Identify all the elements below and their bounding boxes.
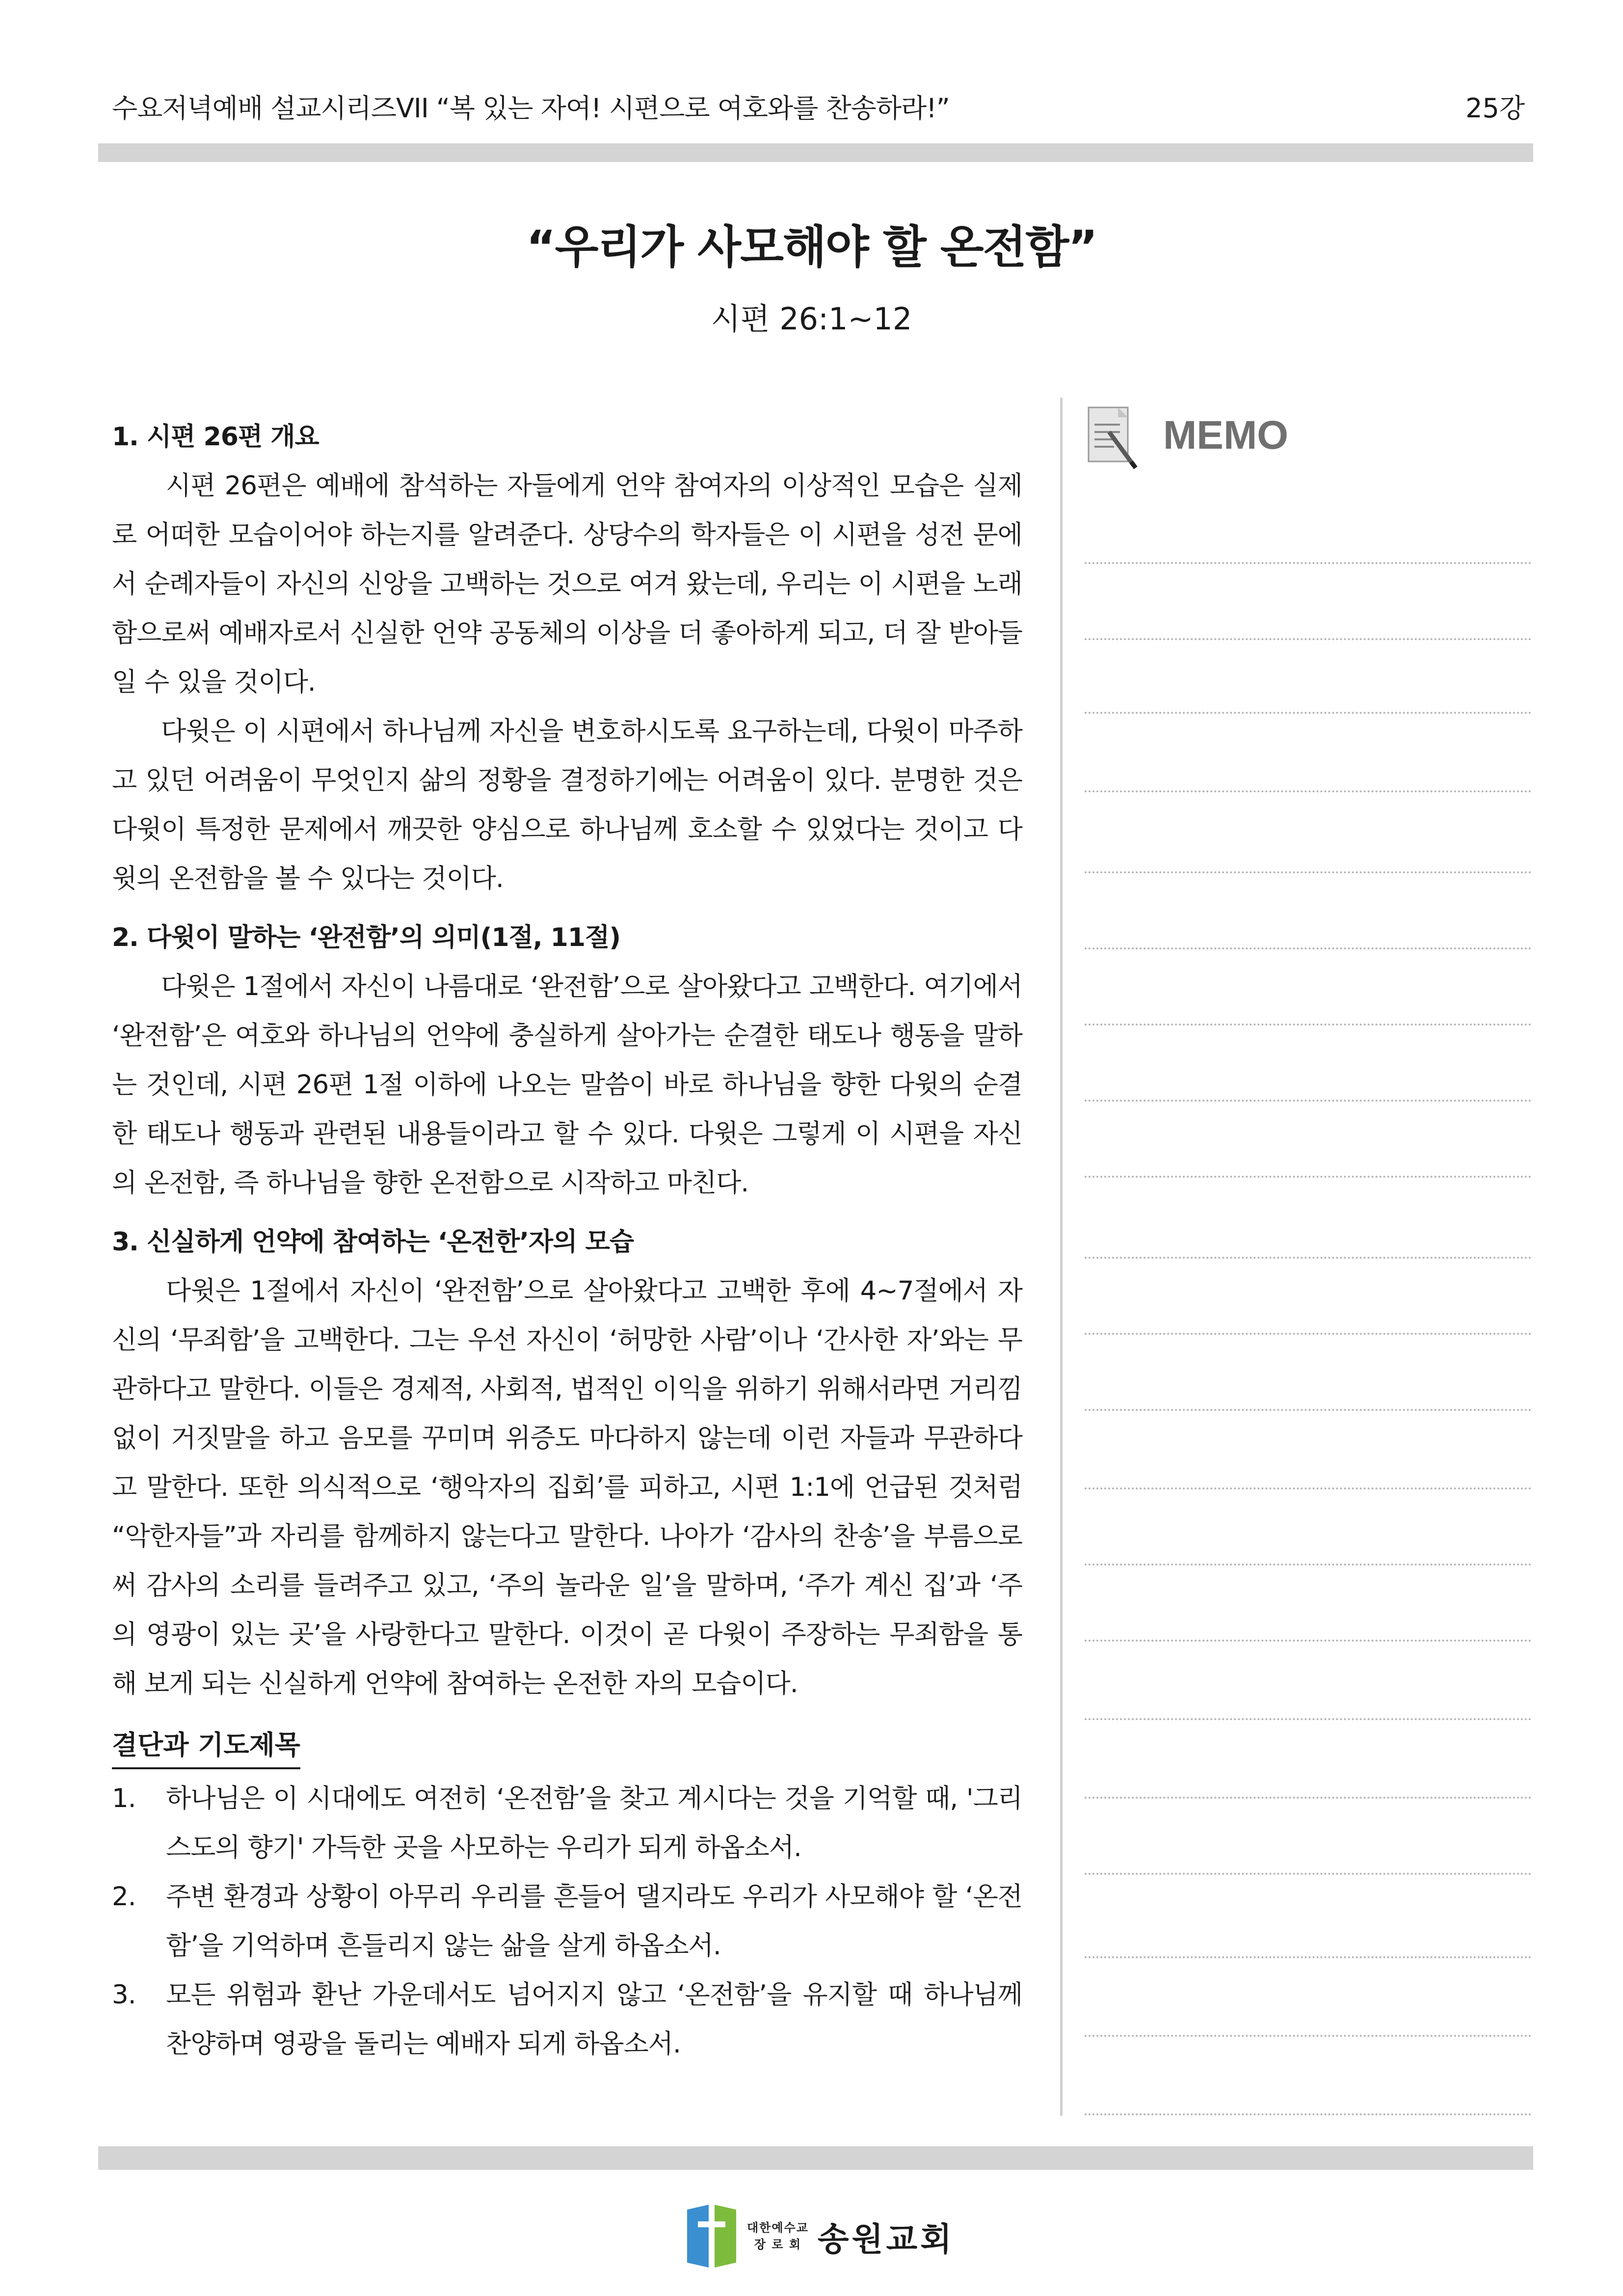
prayer-text: 하나님은 이 시대에도 여전히 ‘온전함’을 찾고 계시다는 것을 기억할 때, '그리스도의 향기' 가득한 곳을 사모하는 우리가 되게 하옵소서.: [166, 1783, 1022, 1863]
memo-line: [1085, 562, 1531, 564]
section-paragraph: 다윗은 1절에서 자신이 ‘완전함’으로 살아왔다고 고백한 후에 4~7절에서 자신의 ‘무죄함’을 고백한다. 그는 우선 자신이 ‘허망한 사람’이나 ‘간사한 자’와는 무관하다고 말한다. 이들은 경제적, 사회적, 법적인 이익을 위하기 위해서라면 거리낌 없이 거짓말을 하고 음모를 꾸미며 위증도 마다하지 않는데 이런 자들과 무관하다고 말한다. 또한 의식적으로 ‘행악자의 집회’를 피하고, 시편 1:1에 언급된 것처럼 “악한자들”과 자리를 함께하지 않는다고 말한다. 나아가 ‘감사의 찬송’을 부름으로써 감사의 소리를 들려주고 있고, ‘주의 놀라운 일’을 말하며, ‘주가 계신 집’과 ‘주의 영광이 있는 곳’을 사랑한다고 말한다. 이것이 곧 다윗이 주장하는 무죄함을 통해 보게 되는 신실하게 언약에 참여하는 온전한 자의 모습이다.: [112, 1276, 1022, 1699]
memo-line: [1085, 1640, 1531, 1642]
memo-line: [1085, 1956, 1531, 1958]
sermon-title: “우리가 사모해야 할 온전함”: [526, 221, 1097, 273]
prayer-text: 모든 위험과 환난 가운데서도 넘어지지 않고 ‘온전함’을 유지할 때 하나님께 찬양하며 영광을 돌리는 예배자 되게 하옵소서.: [166, 1980, 1022, 2059]
denomination-bottom: 장 로 회: [754, 2238, 802, 2251]
section-heading: 3. 신실하게 언약에 참여하는 ‘온전한’자의 모습: [112, 1227, 634, 1257]
prayer-number: 3.: [112, 1980, 136, 2010]
prayer-number: 2.: [112, 1882, 136, 1912]
memo-line: [1085, 1100, 1531, 1102]
memo-line: [1085, 1873, 1531, 1875]
memo-line: [1085, 1487, 1531, 1489]
church-name: 송원교회: [817, 2219, 955, 2258]
memo-document-pen-icon: [1085, 403, 1139, 471]
memo-line: [1085, 2113, 1531, 2115]
column-divider: [1060, 398, 1063, 2116]
memo-line: [1085, 1024, 1531, 1026]
memo-line: [1085, 1797, 1531, 1799]
resolution-heading: 결단과 기도제목: [112, 1723, 300, 1769]
scripture-reference: 시편 26:1~12: [711, 301, 912, 337]
sermon-body: [112, 412, 1022, 2069]
prayer-item: [112, 1971, 1022, 2069]
memo-line: [1085, 1718, 1531, 1720]
memo-line: [1085, 712, 1531, 714]
bottom-divider-bar: [98, 2146, 1533, 2170]
section-heading: 2. 다윗이 말하는 ‘완전함’의 의미(1절, 11절): [112, 923, 621, 952]
memo-line: [1085, 1409, 1531, 1411]
prayer-number: 1.: [112, 1783, 136, 1813]
memo-line: [1085, 1564, 1531, 1566]
prayer-text: 주변 환경과 상황이 아무리 우리를 흔들어 댈지라도 우리가 사모해야 할 ‘온전함’을 기억하며 흔들리지 않는 삶을 살게 하옵소서.: [166, 1882, 1022, 1961]
section-paragraph: 시편 26편은 예배에 참석하는 자들에게 언약 참여자의 이상적인 모습은 실제로 어떠한 모습이어야 하는지를 알려준다. 상당수의 학자들은 이 시편을 성전 문에서 순례자들이 자신의 신앙을 고백하는 것으로 여겨 왔는데, 우리는 이 시편을 노래함으로써 예배자로서 신실한 언약 공동체의 이상을 더 좋아하게 되고, 더 잘 받아들일 수 있을 것이다.: [112, 471, 1022, 697]
section-paragraph: 다윗은 이 시편에서 하나님께 자신을 변호하시도록 요구하는데, 다윗이 마주하고 있던 어려움이 무엇인지 삶의 정황을 결정하기에는 어려움이 있다. 분명한 것은 다윗이 특정한 문제에서 깨끗한 양심으로 하나님께 호소할 수 있었다는 것이고 다윗의 온전함을 볼 수 있다는 것이다.: [112, 716, 1022, 893]
lesson-number: 25강: [1465, 93, 1525, 124]
church-logo: [687, 2204, 955, 2268]
memo-line: [1085, 1333, 1531, 1335]
memo-line: [1085, 947, 1531, 949]
memo-label: MEMO: [1163, 413, 1289, 458]
section-heading: 1. 시편 26편 개요: [112, 422, 319, 452]
prayer-item: [112, 1774, 1022, 1872]
memo-line: [1085, 871, 1531, 873]
memo-line: [1085, 1176, 1531, 1178]
series-title: 수요저녁예배 설교시리즈VII “복 있는 자여! 시편으로 여호와를 찬송하라!”: [112, 93, 950, 124]
memo-line: [1085, 790, 1531, 792]
memo-line: [1085, 1257, 1531, 1259]
memo-line: [1085, 638, 1531, 640]
denomination-label: [747, 2219, 809, 2253]
church-cross-logo-icon: [687, 2205, 736, 2268]
memo-line: [1085, 2035, 1531, 2037]
denomination-top: 대한예수교: [747, 2221, 809, 2235]
section-paragraph: 다윗은 1절에서 자신이 나름대로 ‘완전함’으로 살아왔다고 고백한다. 여기에서 ‘완전함’은 여호와 하나님의 언약에 충실하게 살아가는 순결한 태도나 행동을 말하는 것인데, 시편 26편 1절 이하에 나오는 말씀이 바로 하나님을 향한 다윗의 순결한 태도나 행동과 관련된 내용들이라고 할 수 있다. 다윗은 그렇게 이 시편을 자신의 온전함, 즉 하나님을 향한 온전함으로 시작하고 마친다.: [112, 972, 1022, 1198]
top-divider-bar: [98, 143, 1533, 162]
prayer-item: [112, 1872, 1022, 1971]
